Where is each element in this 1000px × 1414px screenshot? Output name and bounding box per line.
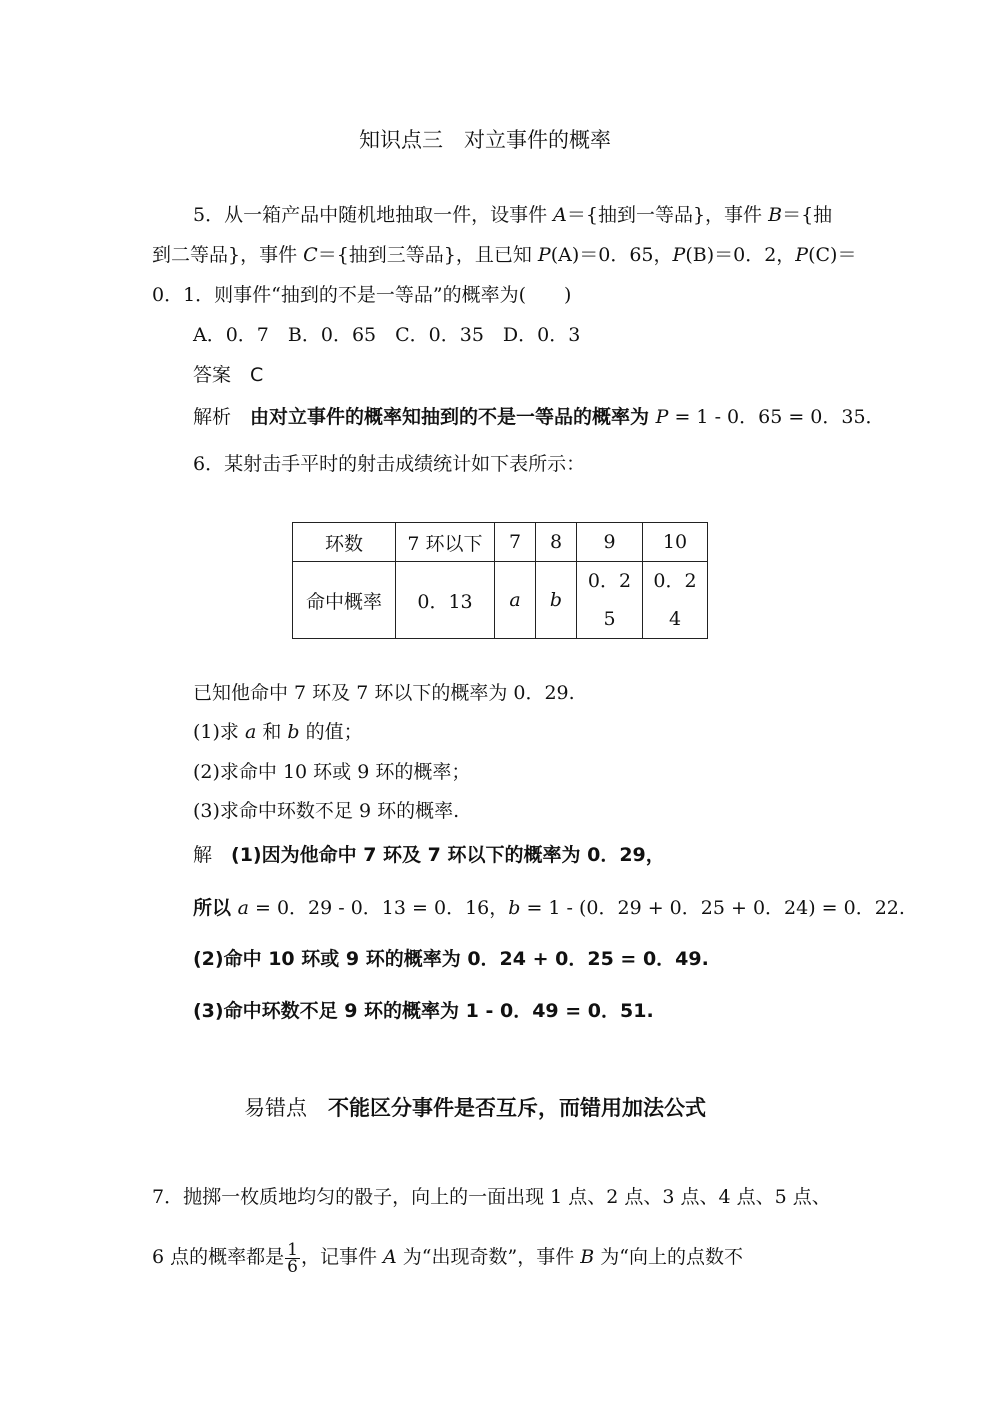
table-cell: a	[495, 562, 536, 639]
event-a: A	[553, 204, 567, 226]
q6-solution-4: (3)命中环数不足 9 环的概率为 1 - 0．49 = 0．51.	[193, 1000, 654, 1022]
var-b: b	[508, 897, 521, 919]
solution-formula: = 1 - (0．29 + 0．25 + 0．24) = 0．22.	[520, 897, 905, 919]
q5-options: A．0．7 B．0．65 C．0．35 D．0．3	[193, 324, 581, 346]
solution-label: 解	[193, 844, 232, 866]
cell-line: 5	[603, 608, 616, 630]
table-row-label: 命中概率	[293, 562, 396, 639]
event-c: C	[303, 244, 318, 266]
q5-text: ＝{抽到一等品}，事件	[566, 204, 769, 226]
q6-text: (1)求	[193, 721, 245, 743]
q7-line-1: 7．抛掷一枚质地均匀的骰子，向上的一面出现 1 点、2 点、3 点、4 点、5 点、	[152, 1186, 831, 1208]
table-cell: 0．13	[396, 562, 495, 639]
q6-solution-3: (2)命中 10 环或 9 环的概率为 0．24 + 0．25 = 0．49.	[193, 948, 709, 970]
table-header-cell: 9	[577, 523, 643, 562]
table-header-row	[293, 523, 708, 562]
q7-text: 为“向上的点数不	[594, 1246, 743, 1268]
q5-answer: 答案 C	[193, 364, 264, 386]
table-header-cell: 10	[643, 523, 708, 562]
fraction-one-sixth	[285, 1239, 300, 1277]
event-a: A	[383, 1246, 397, 1268]
q6-text: 和	[256, 721, 288, 743]
cell-line: 0．2	[587, 570, 632, 592]
prob-symbol: P	[672, 244, 686, 266]
q5-line-1	[193, 203, 832, 227]
q5-text: ＝{抽	[782, 204, 833, 226]
fraction-denominator: 6	[287, 1256, 298, 1277]
table-cell	[577, 562, 643, 639]
q7-text: 为“出现奇数”，事件	[396, 1246, 581, 1268]
cell-line: 4	[668, 608, 682, 630]
table-cell	[643, 562, 708, 639]
q5-line-2	[152, 243, 856, 267]
q5-text: 5．从一箱产品中随机地抽取一件，设事件	[193, 204, 554, 226]
q6-text: 的值；	[299, 721, 363, 743]
score-table	[292, 522, 708, 639]
cell-line: 0．2	[653, 570, 697, 592]
event-b: B	[580, 1246, 595, 1268]
q5-line-3: 0．1．则事件“抽到的不是一等品”的概率为( )	[152, 284, 572, 306]
q7-line-2	[152, 1237, 743, 1277]
var-a: a	[237, 897, 249, 919]
q6-sub-1	[193, 720, 363, 744]
error-point-title	[244, 1092, 706, 1122]
q6-sub-2: (2)求命中 10 环或 9 环的概率；	[193, 761, 471, 783]
prob-symbol: P	[795, 244, 809, 266]
solution-text: 所以	[193, 897, 238, 919]
table-header-cell: 7	[495, 523, 536, 562]
q5-text: (A)＝0．65，	[550, 244, 673, 266]
table-cell: b	[536, 562, 577, 639]
q6-stem: 6．某射击手平时的射击成绩统计如下表所示：	[193, 453, 586, 475]
q5-text: (C)＝	[808, 244, 857, 266]
q6-given: 已知他命中 7 环及 7 环以下的概率为 0．29.	[193, 682, 575, 704]
analysis-text: 由对立事件的概率知抽到的不是一等品的概率为	[250, 406, 656, 428]
q6-solution-2	[193, 896, 905, 920]
event-b: B	[768, 204, 783, 226]
q7-text: 6 点的概率都是	[152, 1246, 285, 1268]
q6-sub-3: (3)求命中环数不足 9 环的概率.	[193, 800, 460, 822]
q5-text: 到二等品}，事件	[152, 244, 304, 266]
solution-text: (1)因为他命中 7 环及 7 环以下的概率为 0．29，	[231, 844, 665, 866]
table-header-cell: 8	[536, 523, 577, 562]
analysis-label: 解析	[193, 406, 251, 428]
prob-symbol: P	[537, 244, 551, 266]
table-header-cell: 7 环以下	[396, 523, 495, 562]
q5-text: ＝{抽到三等品}，且已知	[317, 244, 538, 266]
var-a: a	[244, 721, 257, 743]
prob-symbol: P	[655, 406, 669, 428]
table-row	[293, 562, 708, 639]
q7-text: ，记事件	[300, 1246, 384, 1268]
analysis-formula: = 1 - 0．65 = 0．35．	[668, 406, 885, 428]
error-point-label: 易错点	[244, 1096, 328, 1120]
var-b: b	[287, 721, 300, 743]
fraction-numerator: 1	[287, 1239, 298, 1260]
q5-analysis	[193, 405, 885, 429]
solution-formula: = 0．29 - 0．13 = 0．16，	[248, 897, 509, 919]
table-header-cell: 环数	[293, 523, 396, 562]
q5-text: (B)＝0．2，	[685, 244, 796, 266]
q6-solution-1	[193, 843, 665, 867]
error-point-text: 不能区分事件是否互斥，而错用加法公式	[328, 1096, 706, 1120]
section-title: 知识点三 对立事件的概率	[359, 128, 611, 152]
